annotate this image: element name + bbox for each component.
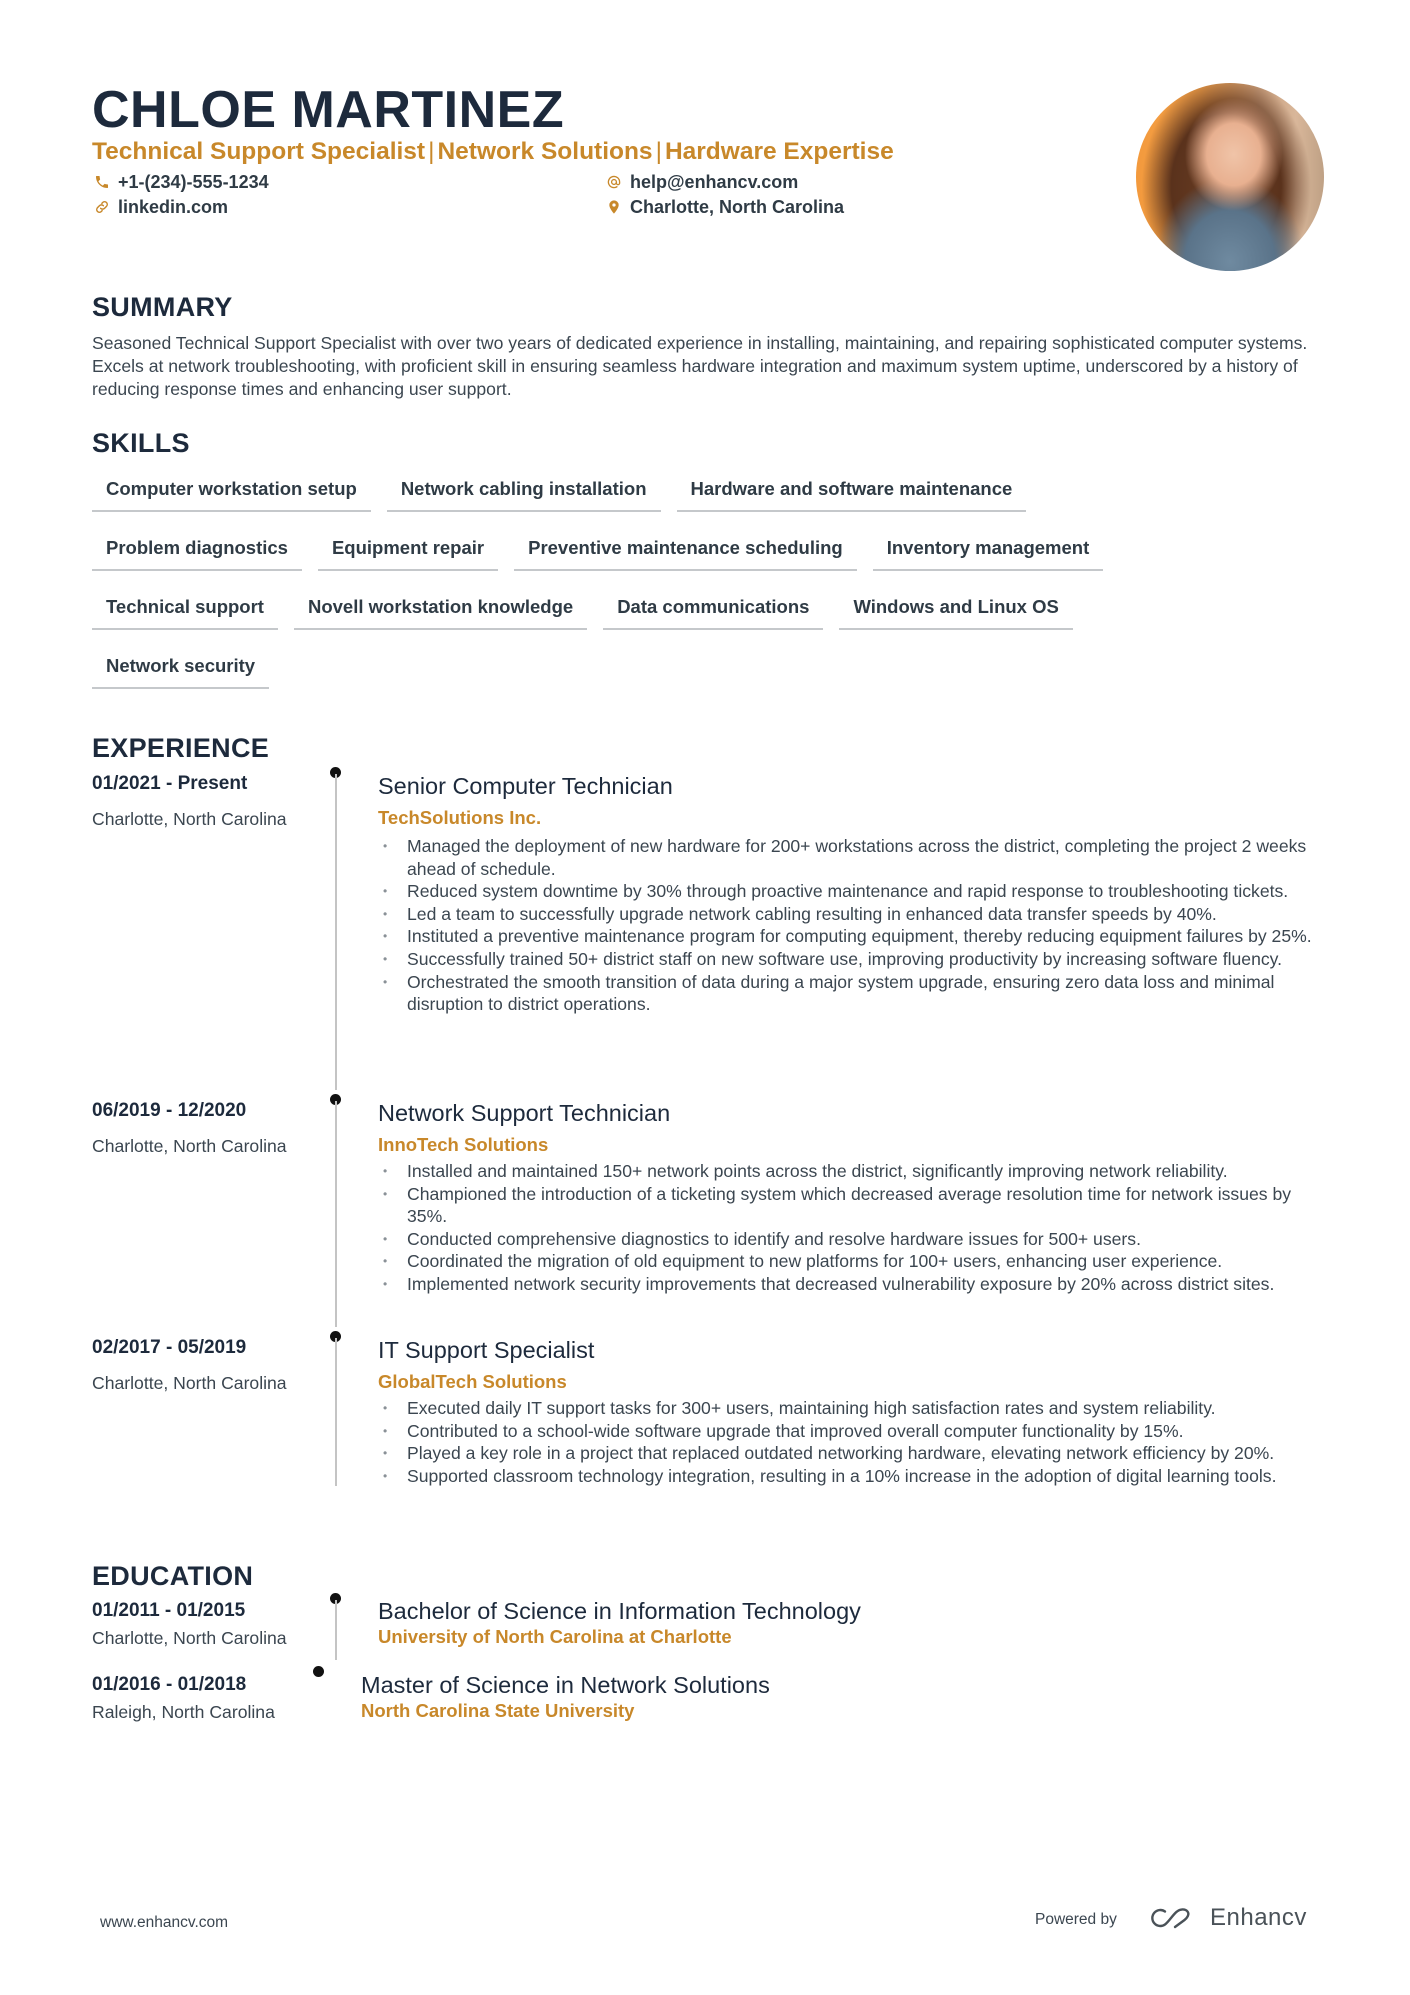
skill-tag: Equipment repair [318,531,498,571]
section-title-experience: EXPERIENCE [92,733,270,763]
school-name: North Carolina State University [361,1700,635,1721]
experience-entry [92,772,1332,1092]
entry-dates: 02/2017 - 05/2019 [92,1337,247,1358]
bullet-list [378,1397,1318,1487]
timeline-line [335,1600,337,1660]
skill-tag: Novell workstation knowledge [294,590,587,630]
at-icon [604,172,624,192]
skill-tag: Hardware and software maintenance [677,472,1027,512]
map-pin-icon [604,197,624,217]
brand-logo[interactable] [1148,1903,1307,1933]
bullet-item: • Supported classroom technology integration, resulting in a 10% increase in the adoption of digital learning tools. [378,1465,1318,1488]
bullet-item: • Conducted comprehensive diagnostics to identify and resolve hardware issues for 500+ users. [378,1228,1318,1251]
experience-entry [92,1099,1332,1329]
bullet-item: • Led a team to successfully upgrade network cabling resulting in enhanced data transfer speeds by 40%. [378,903,1318,926]
school-name: University of North Carolina at Charlotte [378,1626,732,1647]
entry-dates: 06/2019 - 12/2020 [92,1100,247,1121]
candidate-name: CHLOE MARTINEZ [92,81,565,139]
entry-location: Charlotte, North Carolina [92,1136,287,1156]
education-entry [92,1598,1332,1667]
entry-dates: 01/2021 - Present [92,773,248,794]
skill-tag: Data communications [603,590,823,630]
headline [92,137,894,167]
skill-tag: Network cabling installation [387,472,661,512]
skill-tag: Preventive maintenance scheduling [514,531,857,571]
skill-tag: Problem diagnostics [92,531,302,571]
degree-title: Bachelor of Science in Information Technology [378,1598,861,1624]
avatar [1136,83,1324,271]
headline-part-2: Network Solutions [437,138,653,165]
powered-by-label: Powered by [1035,1911,1117,1928]
experience-entry [92,1336,1332,1536]
company-name: TechSolutions Inc. [378,807,542,828]
skill-tag: Technical support [92,590,278,630]
company-name: GlobalTech Solutions [378,1371,567,1392]
section-title-education: EDUCATION [92,1561,254,1591]
bullet-list [378,1160,1318,1296]
entry-location: Charlotte, North Carolina [92,1373,287,1393]
bullet-item: • Reduced system downtime by 30% through proactive maintenance and rapid response to troubleshooting tickets. [378,880,1318,903]
timeline-dot [313,1666,324,1677]
headline-part-3: Hardware Expertise [664,138,894,165]
headline-part-1: Technical Support Specialist [92,138,426,165]
bullet-item: • Contributed to a school-wide software upgrade that improved overall computer functionality by 15%. [378,1420,1318,1443]
education-entry [92,1672,1332,1737]
skill-tag: Inventory management [873,531,1104,571]
bullet-item: • Played a key role in a project that replaced outdated networking hardware, elevating network efficiency by 20%. [378,1442,1318,1465]
timeline-line [335,1101,337,1327]
bullet-item: • Successfully trained 50+ district staff on new software use, improving productivity by increasing software fluency. [378,948,1318,971]
job-title: IT Support Specialist [378,1337,595,1363]
degree-title: Master of Science in Network Solutions [361,1672,770,1698]
skill-tag: Windows and Linux OS [839,590,1072,630]
contact-linkedin[interactable] [92,195,228,219]
timeline-line [335,774,337,1090]
location-value: Charlotte, North Carolina [630,197,845,217]
summary-text: Seasoned Technical Support Specialist with over two years of dedicated experience in installing, maintaining, and repairing sophisticated computer systems. Excels at network troubleshooting, with proficient skill in ensuring seamless hardware integration and maximum system uptime, underscored by a history of reducing response times and enhancing user support. [92,333,1308,399]
link-icon [92,197,112,217]
headline-separator: | [428,138,435,165]
section-title-skills: SKILLS [92,428,190,458]
bullet-item: • Implemented network security improvements that decreased vulnerability exposure by 20% across district sites. [378,1273,1318,1296]
entry-dates: 01/2011 - 01/2015 [92,1600,246,1621]
bullet-item: • Coordinated the migration of old equipment to new platforms for 100+ users, enhancing user experience. [378,1250,1318,1273]
entry-location: Charlotte, North Carolina [92,1628,287,1648]
enhancv-logo-icon [1148,1903,1200,1933]
bullet-item: • Orchestrated the smooth transition of data during a major system upgrade, ensuring zero data loss and minimal disruption to district operations. [378,971,1318,1016]
phone-icon [92,172,112,192]
section-title-summary: SUMMARY [92,292,233,322]
brand-name: Enhancv [1210,1904,1307,1931]
contact-email[interactable] [604,170,798,194]
skills-list [92,472,1252,689]
email-value: help@enhancv.com [630,172,799,192]
entry-location: Raleigh, North Carolina [92,1702,275,1722]
linkedin-value: linkedin.com [118,197,229,217]
phone-value: +1-(234)-555-1234 [118,172,269,192]
bullet-list [378,835,1318,1016]
bullet-item: • Championed the introduction of a ticketing system which decreased average resolution time for network issues by 35%. [378,1183,1318,1228]
bullet-item: • Executed daily IT support tasks for 300+ users, maintaining high satisfaction rates and system reliability. [378,1397,1318,1420]
headline-separator: | [655,138,662,165]
contact-location [604,195,844,219]
entry-dates: 01/2016 - 01/2018 [92,1674,247,1695]
footer-website-link[interactable]: www.enhancv.com [100,1914,229,1931]
job-title: Senior Computer Technician [378,773,673,799]
bullet-item: • Managed the deployment of new hardware for 200+ workstations across the district, completing the project 2 weeks ahead of schedule. [378,835,1318,880]
entry-location: Charlotte, North Carolina [92,809,287,829]
skill-tag: Computer workstation setup [92,472,371,512]
contact-phone[interactable] [92,170,269,194]
company-name: InnoTech Solutions [378,1134,549,1155]
bullet-item: • Installed and maintained 150+ network points across the district, significantly improving network reliability. [378,1160,1318,1183]
skill-tag: Network security [92,649,269,689]
bullet-item: • Instituted a preventive maintenance program for computing equipment, thereby reducing equipment failures by 25%. [378,925,1318,948]
timeline-line [335,1338,337,1486]
job-title: Network Support Technician [378,1100,671,1126]
